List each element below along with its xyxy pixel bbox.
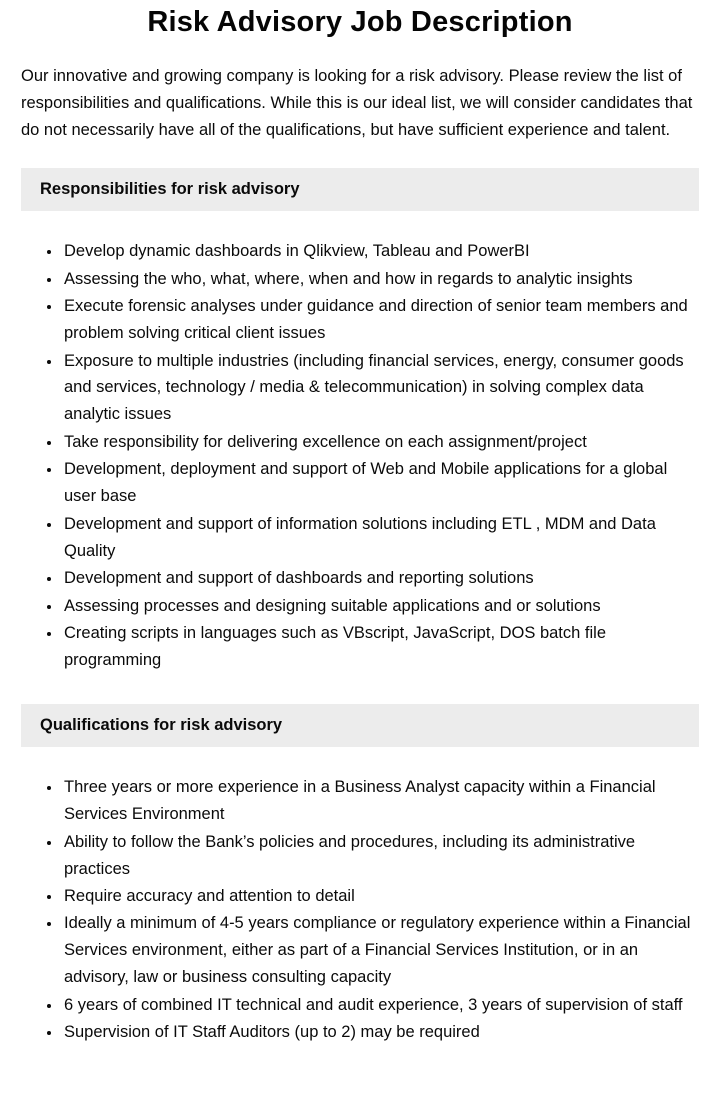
- page-title: Risk Advisory Job Description: [147, 6, 573, 38]
- list-item: • Development and support of information solutions including ETL , MDM and Data Quality: [62, 511, 699, 565]
- list-item: • Creating scripts in languages such as VBscript, JavaScript, DOS batch file programming: [62, 620, 699, 674]
- list-item: • Exposure to multiple industries (including financial services, energy, consumer goods and services, technology / media & telecommunication) in solving complex data analytic issues: [62, 348, 699, 429]
- list-item: • Assessing processes and designing suitable applications and or solutions: [62, 593, 699, 620]
- list-item: • Supervision of IT Staff Auditors (up to 2) may be required: [62, 1019, 699, 1046]
- section-header-responsibilities: Responsibilities for risk advisory: [21, 168, 699, 211]
- list-item: • Take responsibility for delivering excellence on each assignment/project: [62, 429, 699, 456]
- list-item: • Three years or more experience in a Business Analyst capacity within a Financial Services Environment: [62, 774, 699, 828]
- list-item: • Development and support of dashboards and reporting solutions: [62, 565, 699, 592]
- intro-paragraph: Our innovative and growing company is looking for a risk advisory. Please review the list of responsibilities and qualifications. While this is our ideal list, we will consider candidates that do not necessarily have all of the qualifications, but have sufficient experience and talent.: [21, 67, 693, 140]
- list-item: • Ideally a minimum of 4-5 years compliance or regulatory experience within a Financial Services environment, either as part of a Financial Services Institution, or in an advisory, law or business consulting capacity: [62, 910, 699, 991]
- list-item: • Ability to follow the Bank’s policies and procedures, including its administrative practices: [62, 829, 699, 883]
- qualifications-list: [21, 774, 699, 1046]
- section-header-qualifications: Qualifications for risk advisory: [21, 704, 699, 747]
- responsibilities-list: [21, 238, 699, 674]
- list-item: • 6 years of combined IT technical and audit experience, 3 years of supervision of staff: [62, 992, 699, 1019]
- list-item: • Require accuracy and attention to detail: [62, 883, 699, 910]
- list-item: • Development, deployment and support of Web and Mobile applications for a global user base: [62, 456, 699, 510]
- list-item: • Execute forensic analyses under guidance and direction of senior team members and problem solving critical client issues: [62, 293, 699, 347]
- list-item: • Assessing the who, what, where, when and how in regards to analytic insights: [62, 266, 699, 293]
- list-item: • Develop dynamic dashboards in Qlikview, Tableau and PowerBI: [62, 238, 699, 265]
